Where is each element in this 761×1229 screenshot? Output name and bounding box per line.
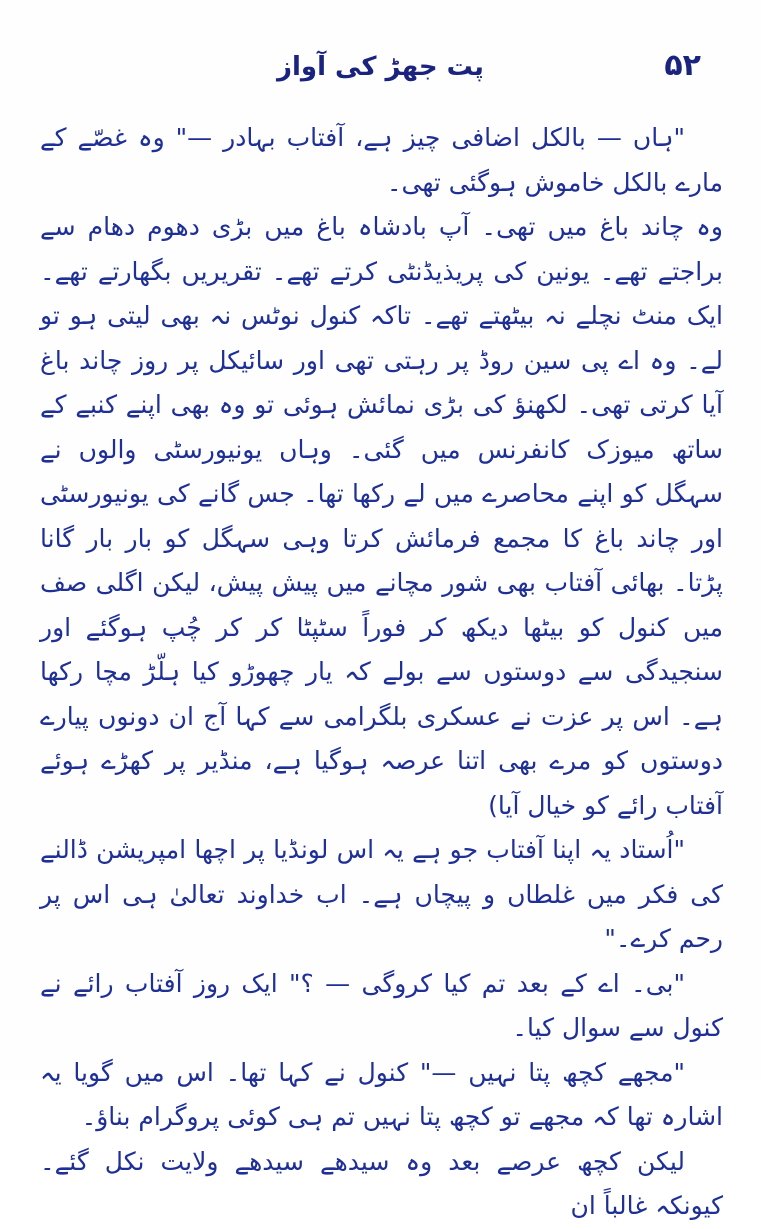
paragraph: "مجھے کچھ پتا نہیں —" کنول نے کہا تھا۔ اس میں گویا یہ اشارہ تھا کہ مجھے تو کچھ پتا نہیں تم ہی کوئی پروگرام بناؤ۔: [40, 1057, 723, 1131]
running-title: پت جھڑ کی آواز: [277, 52, 484, 82]
paragraph: "بی۔ اے کے بعد تم کیا کروگی — ؟" ایک روز آفتاب رائے نے کنول سے سوال کیا۔: [40, 968, 723, 1042]
paragraph: لیکن کچھ عرصے بعد وہ سیدھے سیدھے ولایت نکل گئے۔ کیونکہ غالباً ان: [40, 1146, 723, 1220]
page-number: ۵۲: [664, 48, 701, 83]
page-header: [60, 48, 701, 92]
paragraph: وہ چاند باغ میں تھی۔ آپ بادشاہ باغ میں بڑی دھوم دھام سے براجتے تھے۔ یونین کی پریذیڈنٹی کرتے تھے۔ تقریریں بگھارتے تھے۔ ایک منٹ نچلے نہ بیٹھتے تھے۔ تاکہ کنول نوٹس نہ بھی لیتی ہو تو لے۔ وہ اے پی سین روڈ پر رہتی تھی اور سائیکل پر روز چاند باغ آیا کرتی تھی۔ لکھنؤ کی بڑی نمائش ہوئی تو وہ بھی اپنے کنبے کے ساتھ میوزک کانفرنس میں گئی۔ وہاں یونیورسٹی والوں نے سہگل کو اپنے محاصرے میں لے رکھا تھا۔ جس گانے کی یونیورسٹی اور چاند باغ کا مجمع فرمائش کرتا وہی سہگل کو بار بار گانا پڑتا۔ بھائی آفتاب بھی شور مچانے میں پیش پیش، لیکن اگلی صف میں کنول کو بیٹھا دیکھ کر فوراً سٹپٹا کر کر چُپ ہوگئے اور سنجیدگی سے دوستوں سے بولے کہ یار چھوڑو کیا ہلّڑ مچا رکھا ہے۔ اس پر عزت نے عسکری بلگرامی سے کہا آج ان دونوں پیارے دوستوں کو مرے بھی اتنا عرصہ ہوگیا ہے، منڈیر پر کھڑے ہوئے آفتاب رائے کو خیال آیا): [40, 212, 723, 820]
paragraph: "اُستاد یہ اپنا آفتاب جو ہے یہ اس لونڈیا پر اچھا امپریشن ڈالنے کی فکر میں غلطاں و پیچاں ہے۔ اب خداوند تعالیٰ ہی اس پر رحم کرے۔": [40, 835, 723, 953]
paragraph: "ہاں — بالکل اضافی چیز ہے، آفتاب بہادر —" وہ غصّے کے مارے بالکل خاموش ہوگئی تھی۔: [40, 123, 723, 197]
page-body: [40, 116, 723, 1229]
